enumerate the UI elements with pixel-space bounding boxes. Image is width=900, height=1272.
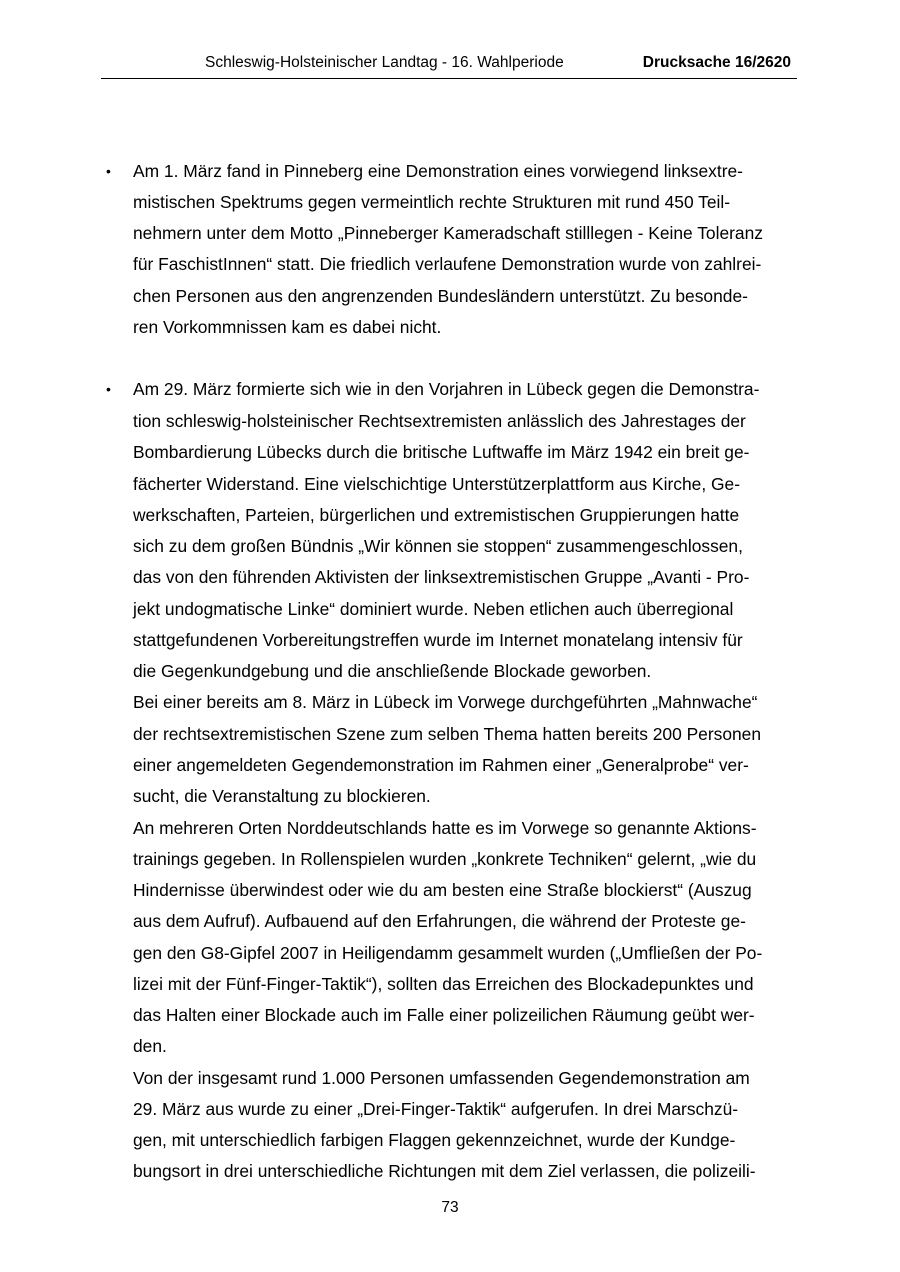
text-line: Am 1. März fand in Pinneberg eine Demonstration eines vorwiegend linksextre- [133, 161, 743, 181]
text-line: einer angemeldeten Gegendemonstration im Rahmen einer „Generalprobe“ ver- [133, 755, 749, 775]
text-line: Bombardierung Lübecks durch die britische Luftwaffe im März 1942 ein breit ge- [133, 442, 750, 462]
text-line: die Gegenkundgebung und die anschließende Blockade geworben. [133, 661, 652, 681]
text-line: 29. März aus wurde zu einer „Drei-Finger-Taktik“ aufgerufen. In drei Marschzü- [133, 1099, 739, 1119]
text-line: fächerter Widerstand. Eine vielschichtige Unterstützerplattform aus Kirche, Ge- [133, 474, 740, 494]
text-line: Bei einer bereits am 8. März in Lübeck im Vorwege durchgeführten „Mahnwache“ [133, 692, 758, 712]
text-line: trainings gegeben. In Rollenspielen wurden „konkrete Techniken“ gelernt, „wie du [133, 849, 757, 869]
text-line: Am 29. März formierte sich wie in den Vorjahren in Lübeck gegen die Demonstra- [133, 379, 760, 399]
text-line: ren Vorkommnissen kam es dabei nicht. [133, 317, 442, 337]
text-line: tion schleswig-holsteinischer Rechtsextremisten anlässlich des Jahrestages der [133, 411, 746, 431]
text-line: An mehreren Orten Norddeutschlands hatte es im Vorwege so genannte Aktions- [133, 818, 757, 838]
header-title: Schleswig-Holsteinischer Landtag - 16. Wahlperiode [205, 54, 564, 71]
text-line: das von den führenden Aktivisten der linksextremistischen Gruppe „Avanti - Pro- [133, 567, 750, 587]
text-line: jekt undogmatische Linke“ dominiert wurde. Neben etlichen auch überregional [133, 599, 734, 619]
text-line: sucht, die Veranstaltung zu blockieren. [133, 786, 431, 806]
text-line: gen den G8-Gipfel 2007 in Heiligendamm gesammelt wurden („Umfließen der Po- [133, 943, 763, 963]
page-number: 73 [441, 1199, 459, 1216]
text-line: Von der insgesamt rund 1.000 Personen umfassenden Gegendemonstration am [133, 1068, 750, 1088]
text-line: chen Personen aus den angrenzenden Bundesländern unterstützt. Zu besonde- [133, 286, 748, 306]
text-line: stattgefundenen Vorbereitungstreffen wurde im Internet monatelang intensiv für [133, 630, 743, 650]
text-line: nehmern unter dem Motto „Pinneberger Kameradschaft stilllegen - Keine Toleranz [133, 223, 763, 243]
text-line: lizei mit der Fünf-Finger-Taktik“), sollten das Erreichen des Blockadepunktes und [133, 974, 754, 994]
text-line: sich zu dem großen Bündnis „Wir können sie stoppen“ zusammengeschlossen, [133, 536, 743, 556]
document-number: Drucksache 16/2620 [642, 54, 791, 71]
text-line: das Halten einer Blockade auch im Falle einer polizeilichen Räumung geübt wer- [133, 1005, 755, 1025]
bullet-marker: • [106, 163, 111, 179]
text-line: für FaschistInnen“ statt. Die friedlich verlaufene Demonstration wurde von zahlrei- [133, 254, 762, 274]
text-line: gen, mit unterschiedlich farbigen Flaggen gekennzeichnet, wurde der Kundge- [133, 1130, 736, 1150]
text-line: bungsort in drei unterschiedliche Richtungen mit dem Ziel verlassen, die polizeili- [133, 1161, 756, 1181]
text-line: den. [133, 1036, 167, 1056]
text-line: der rechtsextremistischen Szene zum selben Thema hatten bereits 200 Personen [133, 724, 762, 744]
text-line: werkschaften, Parteien, bürgerlichen und extremistischen Gruppierungen hatte [133, 505, 740, 525]
text-line: aus dem Aufruf). Aufbauend auf den Erfahrungen, die während der Proteste ge- [133, 911, 746, 931]
text-line: mistischen Spektrums gegen vermeintlich rechte Strukturen mit rund 450 Teil- [133, 192, 731, 212]
text-line: Hindernisse überwindest oder wie du am besten eine Straße blockierst“ (Auszug [133, 880, 752, 900]
bullet-marker: • [106, 381, 111, 397]
